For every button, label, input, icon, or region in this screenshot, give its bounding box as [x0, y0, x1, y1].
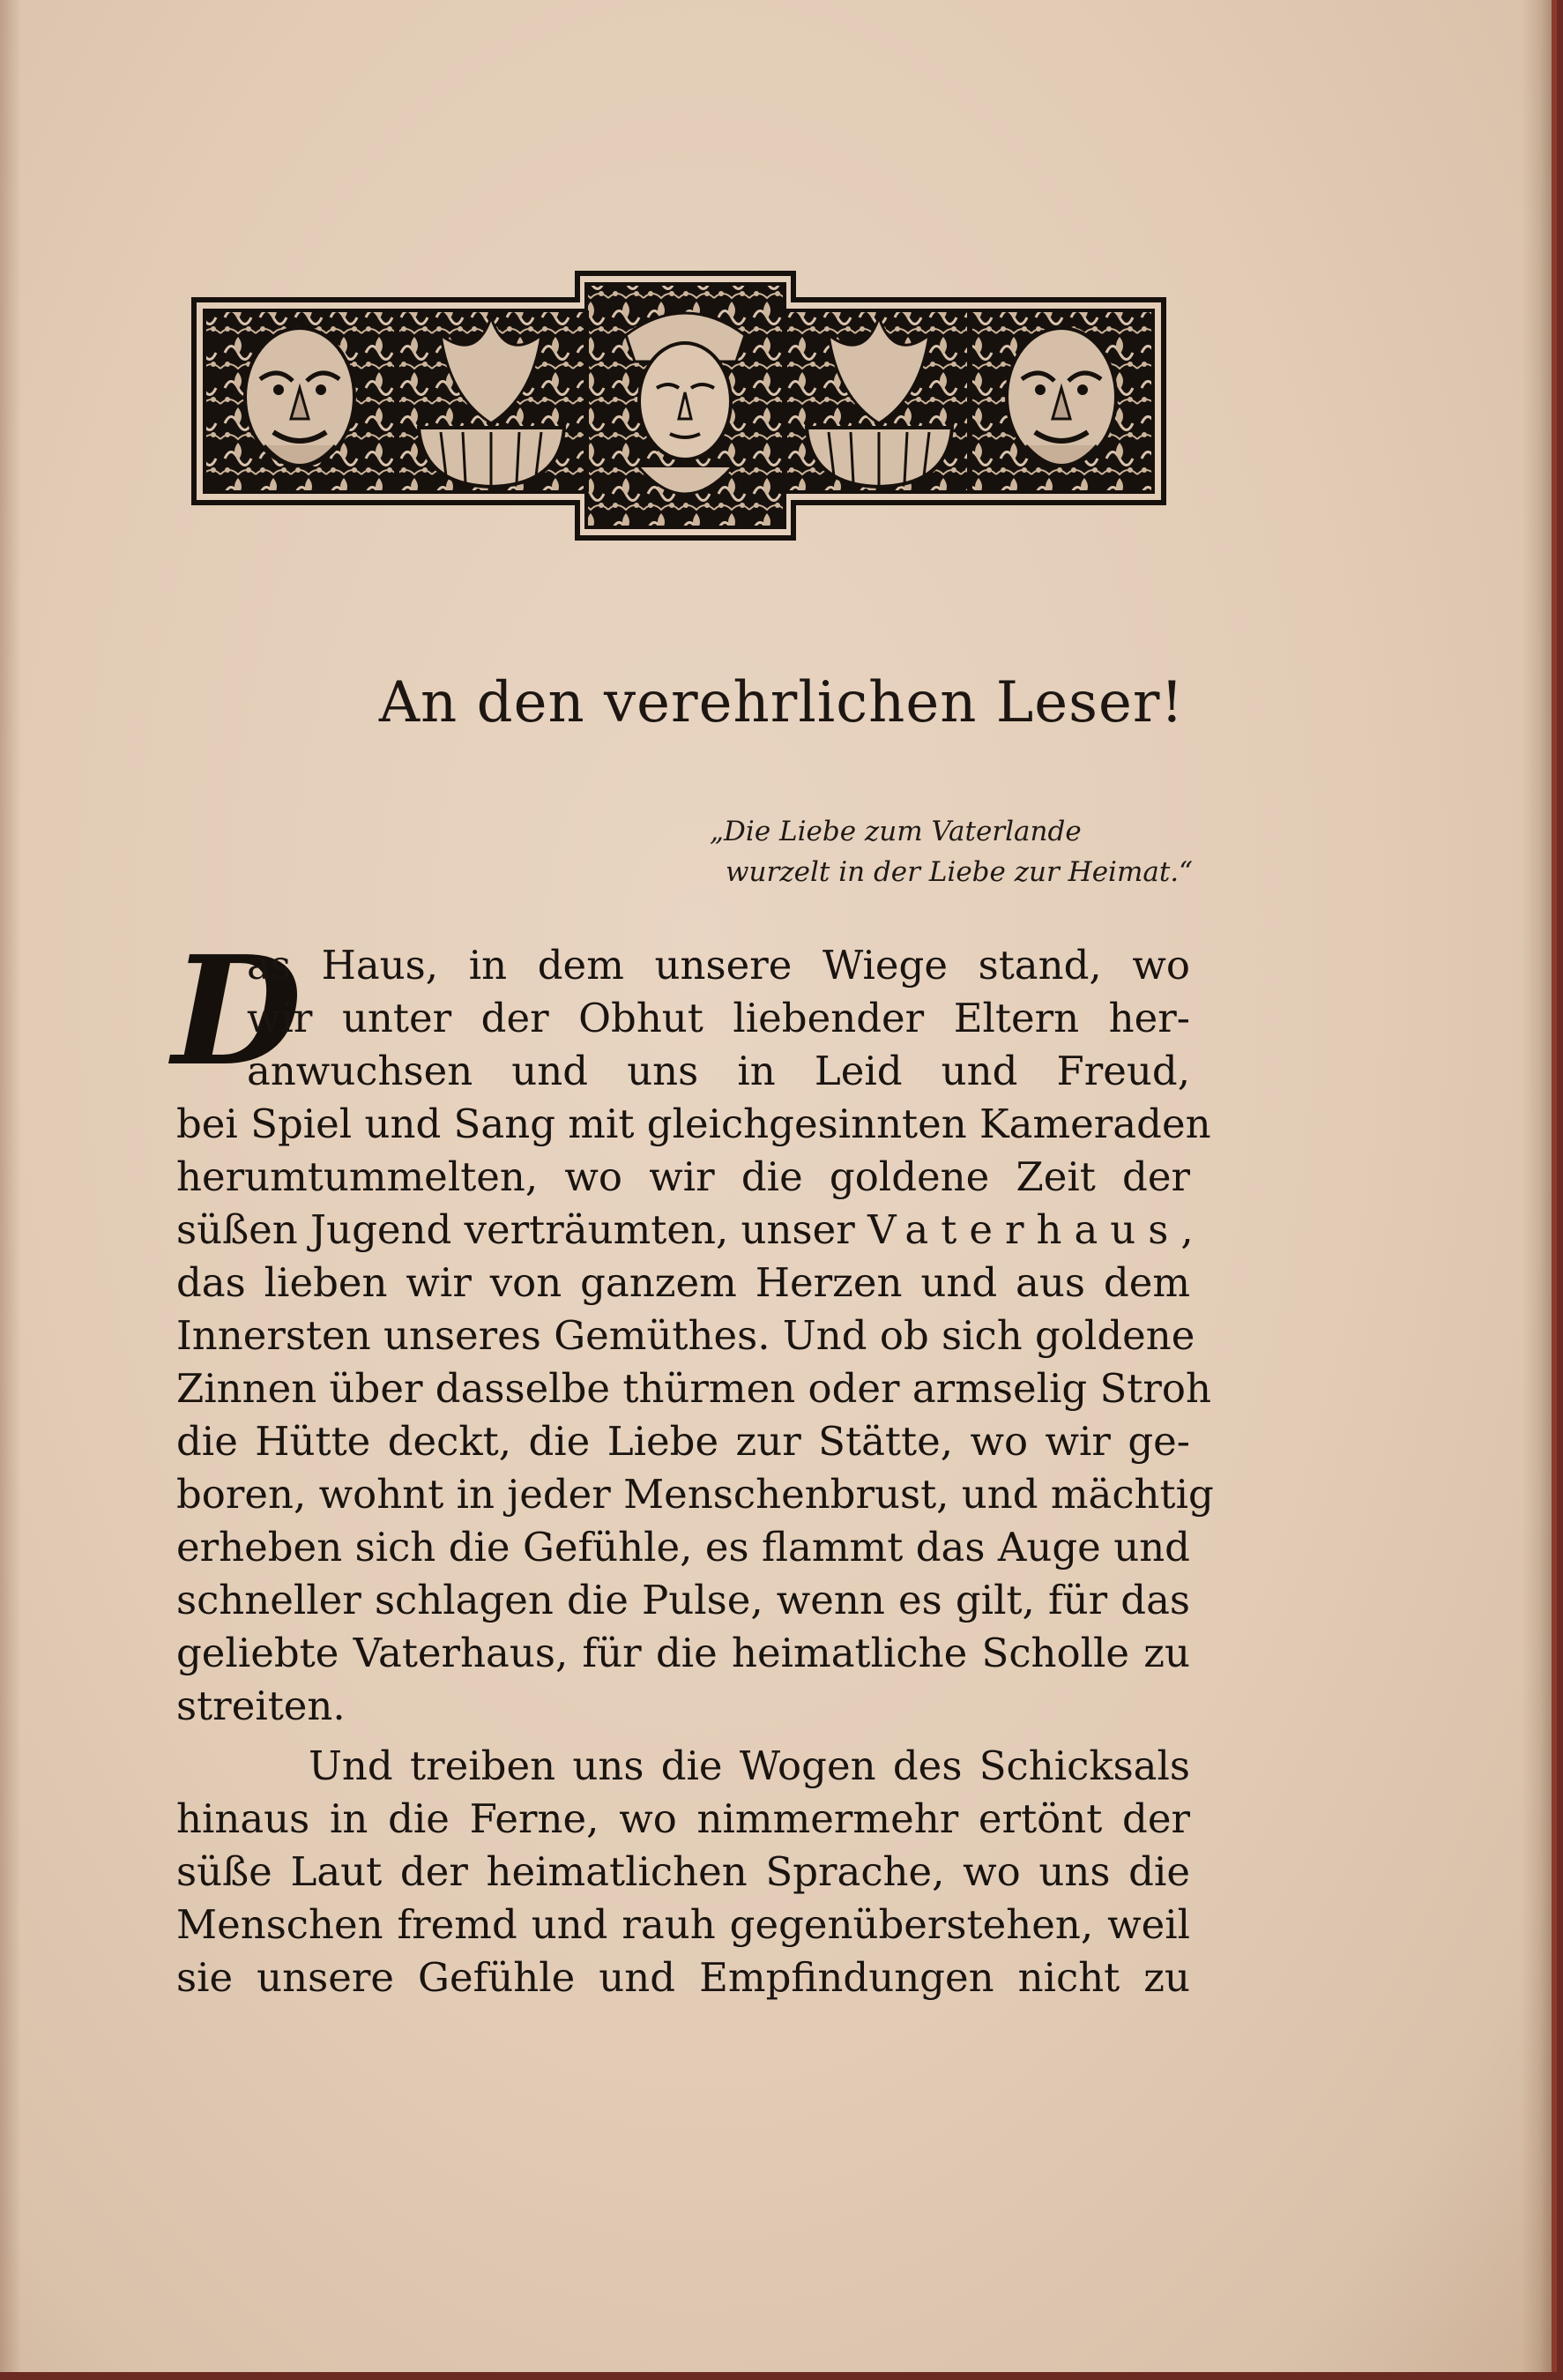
text-line: das lieben wir von ganzem Herzen und aus dem: [176, 1259, 1190, 1306]
page-gutter-shadow: [0, 0, 21, 2372]
text-line: geliebte Vaterhaus, für die heimatliche Scholle zu: [176, 1630, 1190, 1676]
text-line: Menschen fremd und rauh gegenüberstehen, weil: [176, 1901, 1190, 1948]
body-text: [176, 939, 1214, 2004]
ornamental-header-band: [185, 265, 1172, 547]
text-line: schneller schlagen die Pulse, wenn es gilt, für das: [176, 1577, 1190, 1623]
grotesque-mask-right: [1007, 328, 1116, 466]
text-line: anwuchsen und uns in Leid und Freud,: [247, 1048, 1190, 1094]
spaced-word: Vaterhaus,: [867, 1206, 1206, 1253]
text-line: streiten.: [176, 1682, 346, 1729]
text-span: süßen Jugend verträumten, unser: [176, 1206, 855, 1253]
epigraph-line: „Die Liebe zum Vaterlande: [710, 816, 1082, 847]
page-edge-shadow: [1522, 0, 1552, 2372]
grotesque-mask-left: [245, 328, 354, 466]
text-line: as Haus, in dem unsere Wiege stand, wo: [247, 942, 1190, 989]
epigraph-quote: [710, 811, 1203, 892]
page-title: An den verehrlichen Leser!: [378, 670, 1185, 735]
text-line: süße Laut der heimatlichen Sprache, wo uns die: [176, 1848, 1190, 1895]
epigraph-line: wurzelt in der Liebe zur Heimat.“: [726, 856, 1194, 888]
text-line: hinaus in die Ferne, wo nimmermehr ertönt der: [176, 1795, 1190, 1842]
text-line: wir unter der Obhut liebender Eltern her-: [247, 995, 1190, 1041]
text-line: [176, 1204, 1206, 1257]
text-line: erheben sich die Gefühle, es flammt das Auge und: [176, 1524, 1190, 1571]
text-line: sie unsere Gefühle und Empfindungen nicht zu: [176, 1954, 1190, 2001]
text-line: Zinnen über dasselbe thürmen oder armselig Stroh: [176, 1365, 1211, 1412]
drop-cap-initial: D: [172, 923, 302, 1100]
text-line: Innersten unseres Gemüthes. Und ob sich goldene: [176, 1312, 1195, 1359]
text-line: boren, wohnt in jeder Menschenbrust, und mächtig: [176, 1471, 1214, 1518]
text-line: herumtummelten, wo wir die goldene Zeit der: [176, 1153, 1190, 1200]
text-line: bei Spiel und Sang mit gleichgesinnten Kameraden: [176, 1100, 1211, 1147]
text-line: die Hütte deckt, die Liebe zur Stätte, wo wir ge-: [176, 1418, 1190, 1465]
text-line: Und treiben uns die Wogen des Schicksals: [309, 1742, 1190, 1789]
